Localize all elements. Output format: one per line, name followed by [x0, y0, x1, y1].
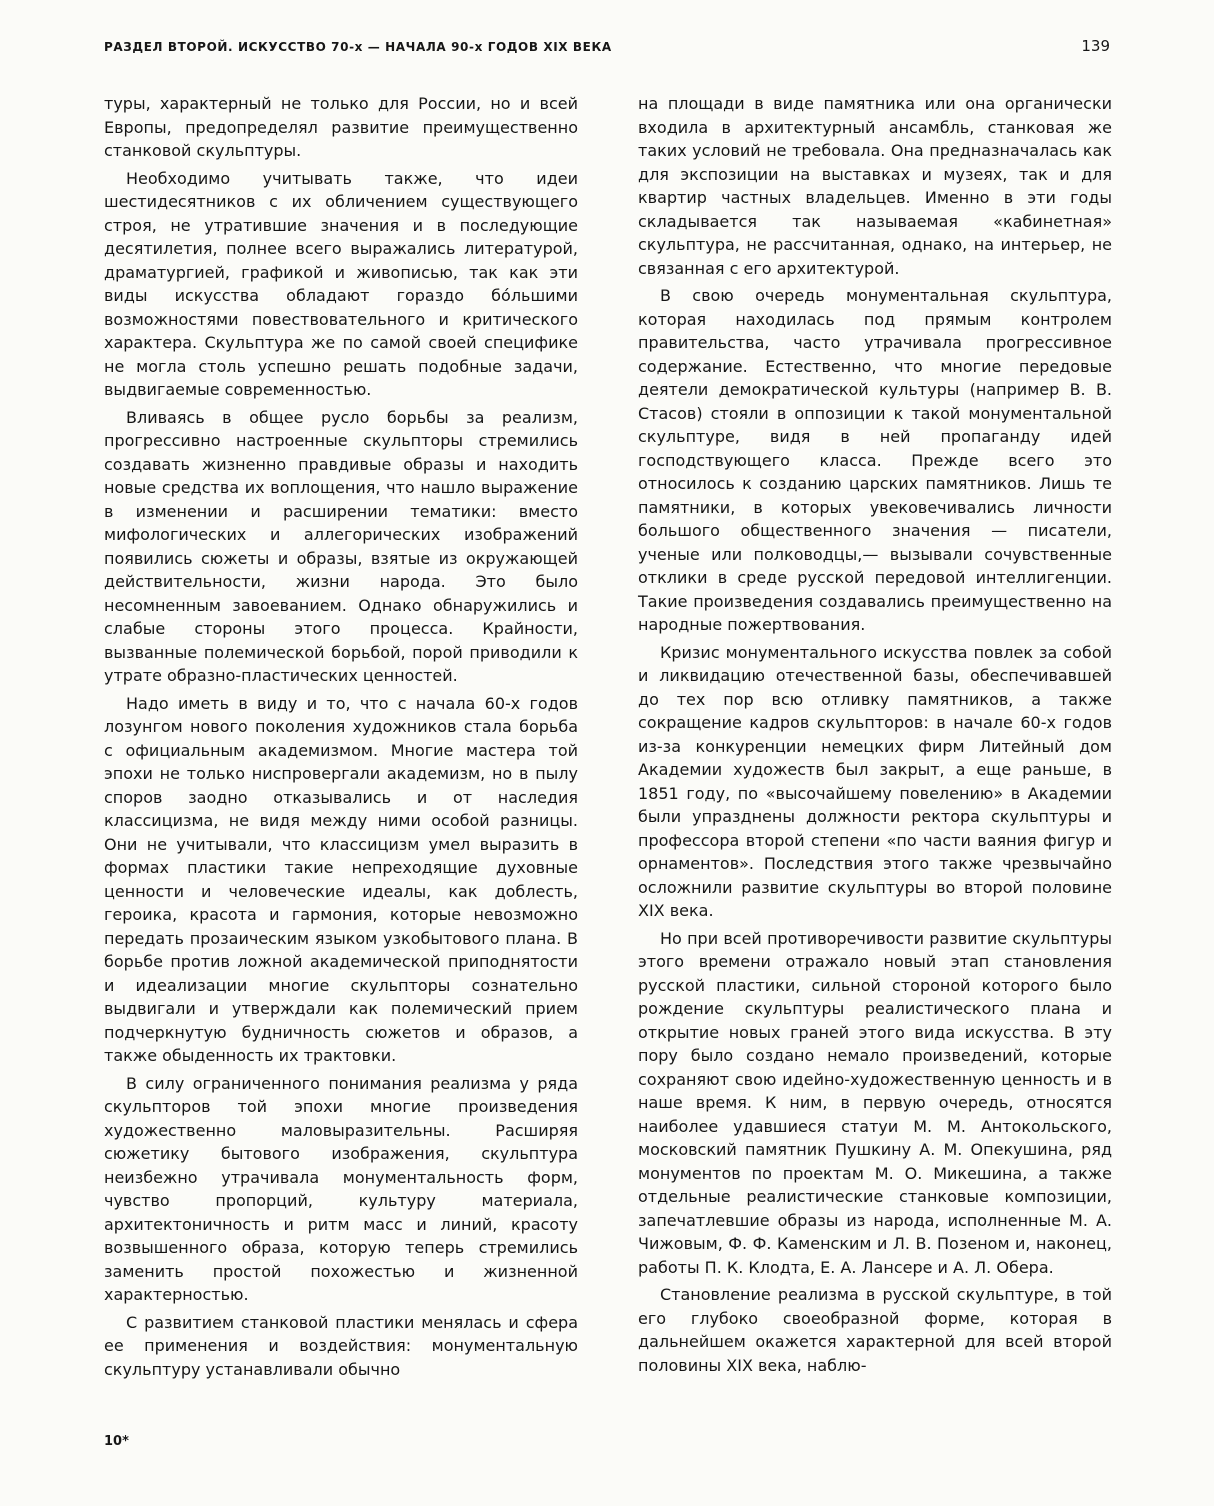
running-header: РАЗДЕЛ ВТОРОЙ. ИСКУССТВО 70-х — НАЧАЛА 90-х ГОДОВ XIX ВЕКА	[104, 40, 612, 54]
paragraph: С развитием станковой пластики менялась и сфера ее применения и воздействия: монументальную скульптуру устанавливали обычно	[104, 1312, 578, 1379]
paragraph: туры, характерный не только для России, но и всей Европы, предопределял развитие преимущественно станковой скульптуры.	[104, 94, 578, 160]
paragraph: Кризис монументального искусства повлек за собой и ликвидацию отечественной базы, обеспечивавшей до тех пор всю отливку памятников, а также сокращение кадров скульпторов: в начале 60-х годов из-за конкуренции немецких фирм Литейный дом Академии художеств был закрыт, а еще раньше, в 1851 году, по «высочайшему повелению» в Академии были упразднены должности ректора скульптуры и профессора второй степени «по части ваяния фигур и орнаментов». Последствия этого также чрезвычайно осложнили развитие скульптуры во второй половине XIX века.	[638, 642, 1112, 920]
paragraph: Становление реализма в русской скульптуре, в той его глубоко своеобразной форме, которая в дальнейшем окажется характерной для всей второй половины XIX века, наблю-	[638, 1285, 1112, 1375]
paragraph: Необходимо учитывать также, что идеи шестидесятников с их обличением существующего строя, не утратившие значения и в последующие десятилетия, полнее всего выражались литературой, драматургией, графикой и живописью, так как эти виды искусства обладают гораздо бо́льшими возможностями повествовательного и критического характера. Скульптура же по самой своей специфике не могла столь успешно решать подобные задачи, выдвигаемые современностью.	[104, 168, 578, 399]
text-column-left	[104, 92, 578, 1385]
paragraph: Но при всей противоречивости развитие скульптуры этого времени отражало новый этап становления русской пластики, сильной стороной которого было рождение скульптуры реалистического плана и открытие новых граней этого вида искусства. В эту пору было создано немало произведений, которые сохраняют свою идейно-художественную ценность и в наше время. К ним, в первую очередь, относятся наиболее удавшиеся статуи М. М. Антокольского, московский памятник Пушкину А. М. Опекушина, ряд монументов по проектам М. О. Микешина, а также отдельные реалистические станковые композиции, запечатлевшие образы из народа, исполненные М. А. Чижовым, Ф. Ф. Каменским и Л. В. Позеном и, наконец, работы П. К. Клодта, Е. А. Лансере и А. Л. Обера.	[638, 928, 1112, 1277]
paragraph: В силу ограниченного понимания реализма у ряда скульпторов той эпохи многие произведения художественно маловыразительны. Расширяя сюжетику бытового изображения, скульптура неизбежно утрачивала монументальность форм, чувство пропорций, культуру материала, архитектоничность и ритм масс и линий, красоту возвышенного образа, которую теперь стремились заменить простой похожестью и жизненной характерностью.	[104, 1073, 578, 1304]
paragraph: Надо иметь в виду и то, что с начала 60-х годов лозунгом нового поколения художников стала борьба с официальным академизмом. Многие мастера той эпохи не только ниспровергали академизм, но в пылу споров заодно отказывались и от наследия классицизма, не видя между ними особой разницы. Они не учитывали, что классицизм умел выразить в формах пластики такие непреходящие духовные ценности и человеческие идеалы, как доблесть, героика, красота и гармония, которые невозможно передать прозаическим языком узкобытового плана. В борьбе против ложной академической приподнятости и идеализации многие скульпторы сознательно выдвигали и утверждали как полемический прием подчеркнутую будничность сюжетов и образов, а также обыденность их трактовки.	[104, 693, 578, 1065]
text-column-right	[638, 92, 1112, 1381]
page-number: 139	[1081, 37, 1110, 55]
paragraph: Вливаясь в общее русло борьбы за реализм, прогрессивно настроенные скульпторы стремились создавать жизненно правдивые образы и находить новые средства их воплощения, что нашло выражение в изменении и расширении тематики: вместо мифологических и аллегорических изображений появились сюжеты и образы, взятые из окружающей действительности, жизни народа. Это было несомненным завоеванием. Однако обнаружились и слабые стороны этого процесса. Крайности, вызванные полемической борьбой, порой приводили к утрате образно-пластических ценностей.	[104, 407, 578, 685]
printer-signature-mark: 10*	[104, 1434, 129, 1449]
paragraph: на площади в виде памятника или она органически входила в архитектурный ансамбль, станковая же таких условий не требовала. Она предназначалась как для экспозиции на выставках и музеях, так и для квартир частных владельцев. Именно в эти годы складывается так называемая «кабинетная» скульптура, не рассчитанная, однако, на интерьер, не связанная с его архитектурой.	[638, 94, 1112, 278]
paragraph: В свою очередь монументальная скульптура, которая находилась под прямым контролем правительства, часто утрачивала прогрессивное содержание. Естественно, что многие передовые деятели демократической культуры (например В. В. Стасов) стояли в оппозиции к такой монументальной скульптуре, видя в ней пропаганду идей господствующего класса. Прежде всего это относилось к созданию царских памятников. Лишь те памятники, в которых увековечивались личности большого общественного значения — писатели, ученые или полководцы,— вызывали сочувственные отклики в среде русской передовой интеллигенции. Такие произведения создавались преимущественно на народные пожертвования.	[638, 286, 1112, 634]
